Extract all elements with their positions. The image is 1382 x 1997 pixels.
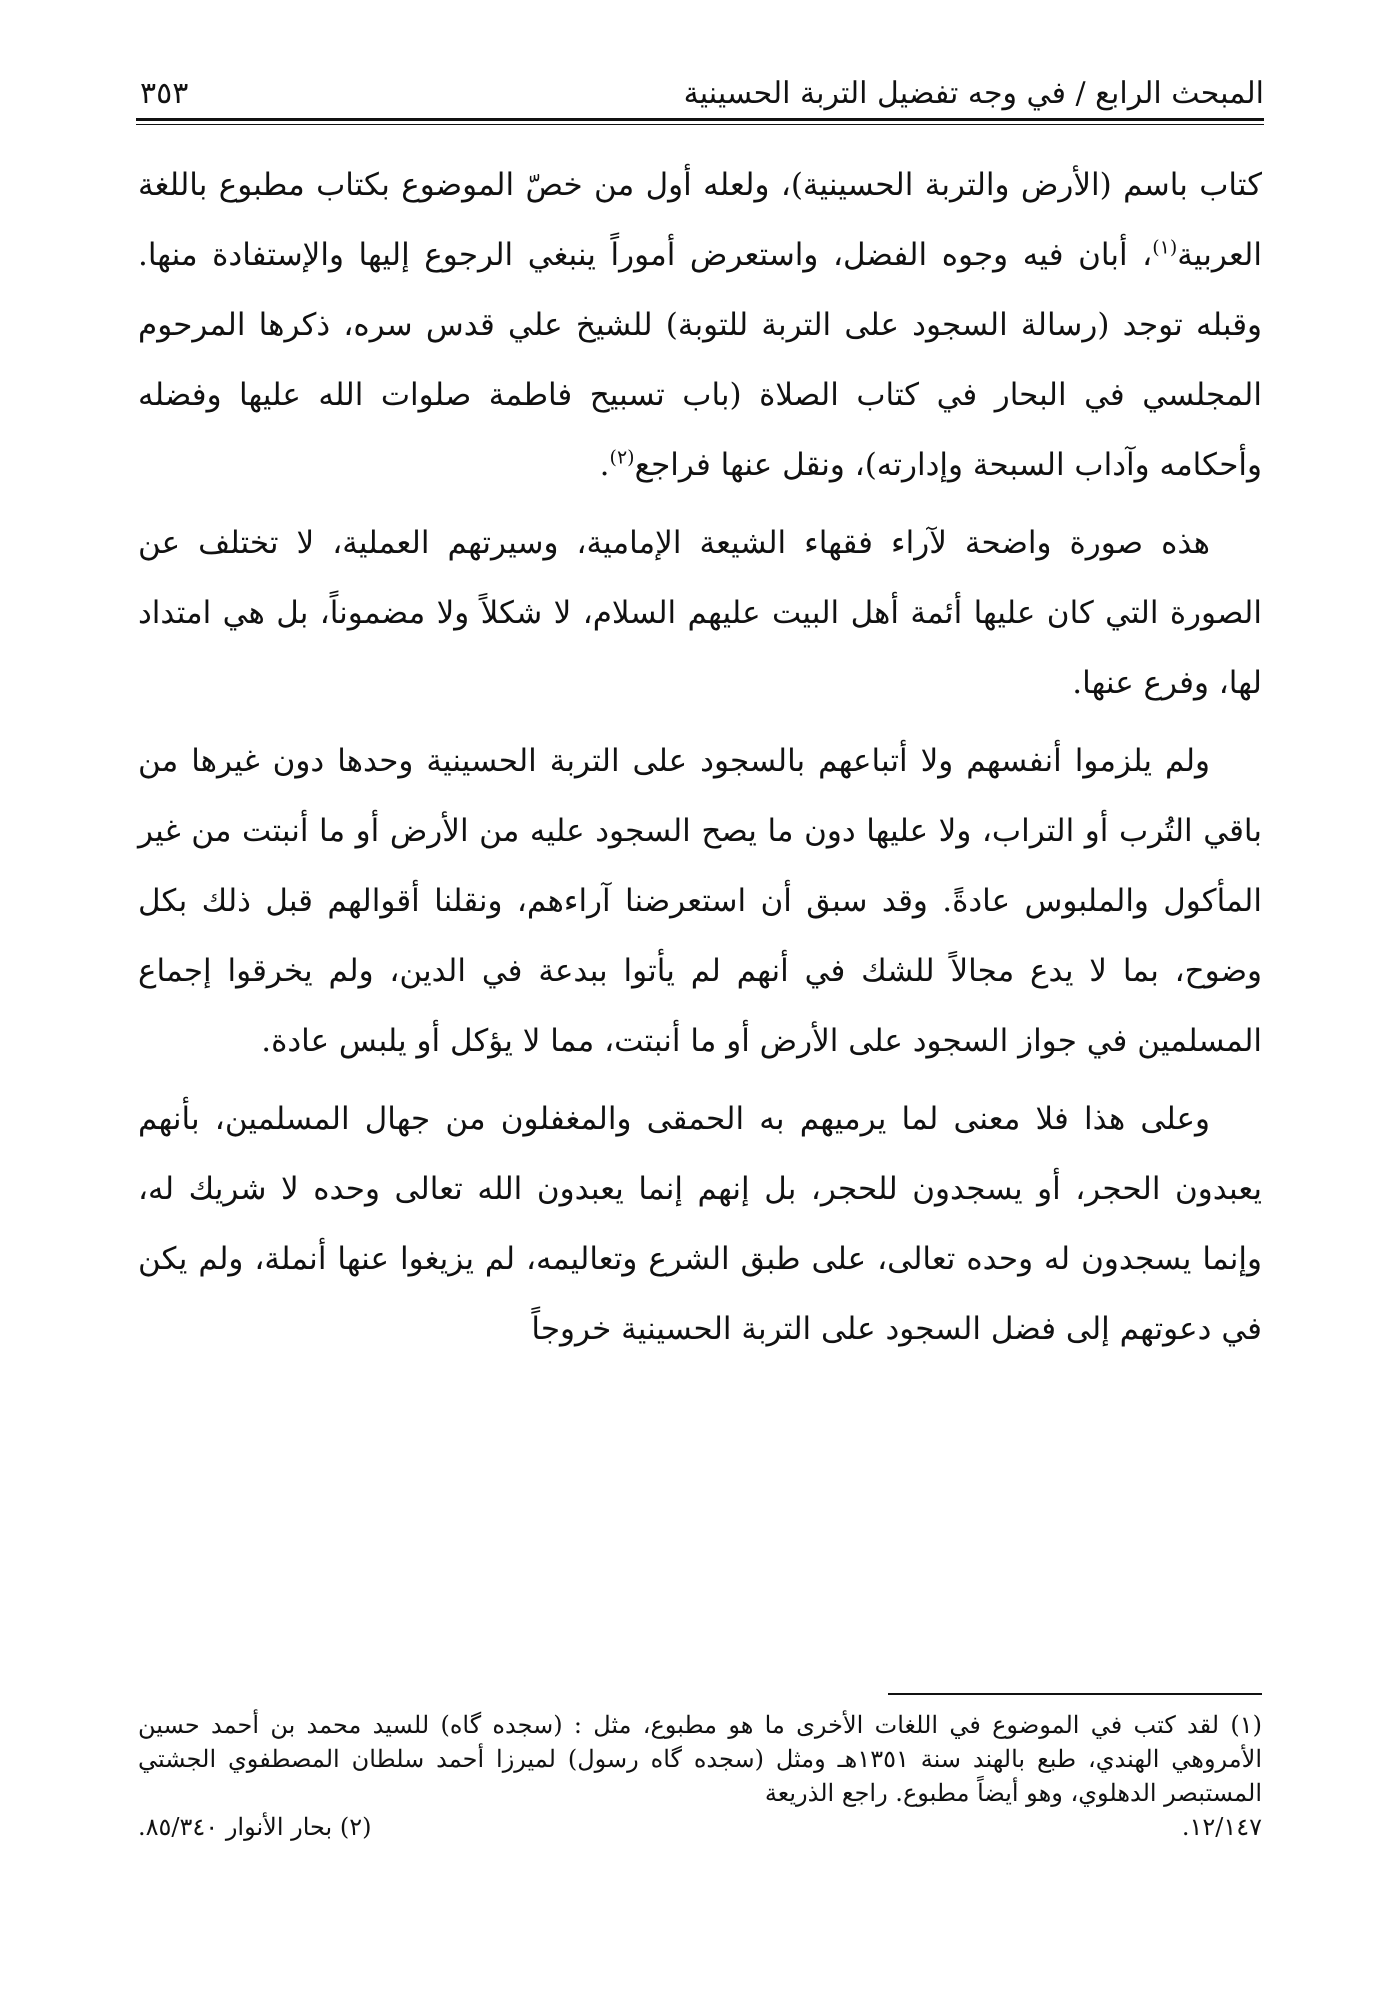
footnotes: [138, 1708, 1262, 1844]
footnote-1: (١) لقد كتب في الموضوع في اللغات الأخرى ما هو مطبوع، مثل : (سجده گاه) للسيد محمد بن أحمد حسين الأمروهي الهندي، طبع بالهند سنة ١٣٥١هـ ومثل (سجده گاه رسول) لميرزا أحمد سلطان المصطفوي الجشتي المستبصر الدهلوي، وهو أيضاً مطبوع. راجع الذريعة: [138, 1711, 1263, 1807]
paragraph-3: ولم يلزموا أنفسهم ولا أتباعهم بالسجود على التربة الحسينية وحدها دون غيرها من باقي التُرب أو التراب، ولا عليها دون ما يصح السجود عليه من الأرض أو ما أنبتت من غير المأكول والملبوس عادةً. وقد سبق أن استعرضنا آراءهم، ونقلنا أقوالهم قبل ذلك بكل وضوح، بما لا يدع مجالاً للشك في أنهم لم يأتوا ببدعة في الدين، ولم يخرقوا إجماع المسلمين في جواز السجود على الأرض أو ما أنبتت، مما لا يؤكل أو يلبس عادة.: [138, 743, 1262, 1059]
page-number: ٣٥٣: [140, 76, 189, 111]
page-header: [136, 70, 1264, 122]
main-text: [138, 150, 1262, 1372]
footnote-last-line: [138, 1810, 1262, 1844]
paragraph-1-part-b: ، أبان فيه وجوه الفضل، واستعرض أموراً ينبغي الرجوع إليها والإستفادة منها. وقبله توجد (رسالة السجود على التربة للتوبة) للشيخ علي قدس سره، ذكرها المرحوم المجلسي في البحار في كتاب الصلاة (باب تسبيح فاطمة صلوات الله عليها وفضله وأحكامه وآداب السبحة وإدارته)، ونقل عنها فراجع: [138, 237, 1262, 483]
header-rule-thin: [136, 124, 1264, 125]
paragraph-1-end: .: [599, 447, 610, 483]
paragraph-4: وعلى هذا فلا معنى لما يرميهم به الحمقى والمغفلون من جهال المسلمين، بأنهم يعبدون الحجر، أو يسجدون للحجر، بل إنهم إنما يعبدون الله تعالى وحده لا شريك له، وإنما يسجدون له وحده تعالى، على طبق الشرع وتعاليمه، لم يزيغوا عنها أنملة، ولم يكن في دعوتهم إلى فضل السجود على التربة الحسينية خروجاً: [138, 1101, 1262, 1347]
header-rule-thick: [136, 118, 1264, 121]
footnote-ref-2: (٢): [609, 446, 635, 469]
paragraph-2: هذه صورة واضحة لآراء فقهاء الشيعة الإمامية، وسيرتهم العملية، لا تختلف عن الصورة التي كان عليها أئمة أهل البيت عليهم السلام، لا شكلاً ولا مضموناً، بل هي امتداد لها، وفرع عنها.: [138, 525, 1262, 701]
footnote-2: (٢) بحار الأنوار ٨٥/٣٤٠.: [138, 1813, 372, 1841]
footnote-separator: [888, 1693, 1262, 1695]
running-title: المبحث الرابع / في وجه تفضيل التربة الحسينية: [683, 76, 1264, 111]
footnote-1-end: ١٢/١٤٧.: [1181, 1813, 1262, 1841]
footnote-ref-1: (١): [1152, 236, 1178, 259]
paragraph-1-part-a: كتاب باسم (الأرض والتربة الحسينية)، ولعله أول من خصّ الموضوع بكتاب مطبوع باللغة العربية: [138, 167, 1262, 273]
paragraph-1: [138, 150, 1262, 500]
